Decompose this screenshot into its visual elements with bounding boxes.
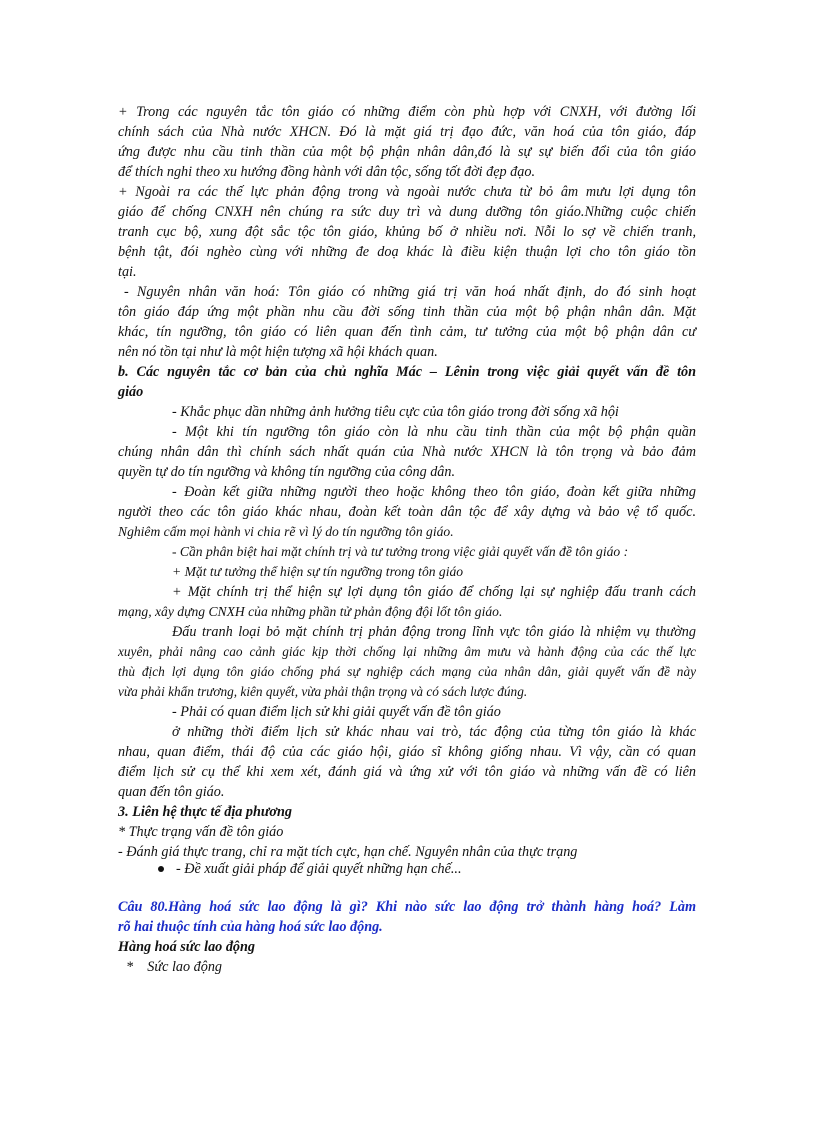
paragraph-line: - Đoàn kết giữa những người theo hoặc không theo tôn giáo, đoàn kết giữa những: [172, 484, 696, 500]
paragraph-line: người theo các tôn giáo khác nhau, đoàn kết toàn dân tộc để xây dựng và bảo vệ tổ quốc.: [118, 504, 696, 520]
paragraph-line: khác, tín ngưỡng, tôn giáo có liên quan đến tình cảm, tư tưởng của một bộ phận dân cư: [118, 324, 696, 340]
question-heading: Câu 80.Hàng hoá sức lao động là gì? Khi nào sức lao động trở thành hàng hoá? Làm: [118, 899, 696, 915]
paragraph-line: mạng, xây dựng CNXH của những phần tử phản động đội lốt tôn giáo.: [118, 604, 503, 619]
paragraph-line: - Một khi tín ngưỡng tôn giáo còn là nhu cầu tinh thần của một bộ phận quần: [172, 424, 696, 440]
paragraph-line: - Cần phân biệt hai mặt chính trị và tư tưởng trong việc giải quyết vấn đề tôn giáo :: [172, 544, 629, 559]
paragraph-line: tranh cục bộ, xung đột sắc tộc tôn giáo, khủng bố ở nhiều nơi. Nỗi lo sợ về chiến tranh,: [118, 224, 696, 240]
paragraph-line: bệnh tật, đói nghèo cùng với những đe doạ khác là điều kiện thuận lợi cho tôn giáo tồn: [118, 244, 696, 260]
paragraph-line: - Khắc phục dần những ảnh hưởng tiêu cực của tôn giáo trong đời sống xã hội: [172, 404, 619, 420]
paragraph-line: tôn giáo đáp ứng một phần nhu cầu đời sống tinh thần của một bộ phận nhân dân. Mặt: [118, 304, 696, 320]
paragraph-line: - Phải có quan điểm lịch sử khi giải quyết vấn đề tôn giáo: [172, 704, 501, 720]
paragraph-line: thù địch lợi dụng tôn giáo chống phá sự nghiệp cách mạng của nhân dân, giải quyết vấn đề này: [118, 664, 696, 679]
paragraph-line: giáo để chống CNXH nên chúng ra sức duy trì và dung dưỡng tôn giáo.Những cuộc chiến: [118, 204, 696, 220]
paragraph-line: tại.: [118, 264, 137, 280]
paragraph-line: ứng được nhu cầu tinh thần của một bộ phận nhân dân,đó là sự sự biến đổi của tôn giáo: [118, 144, 696, 160]
paragraph-line: - Nguyên nhân văn hoá: Tôn giáo có những giá trị văn hoá nhất định, do đó sinh hoạt: [124, 284, 696, 300]
section-heading: b. Các nguyên tắc cơ bản của chủ nghĩa Mác – Lênin trong việc giải quyết vấn đề tôn: [118, 364, 696, 380]
section-heading: giáo: [118, 384, 144, 400]
section-heading: 3. Liên hệ thực tế địa phương: [118, 804, 292, 820]
paragraph-line: chính sách của Nhà nước XHCN. Đó là mặt giá trị đạo đức, văn hoá của tôn giáo, đáp: [118, 124, 696, 140]
paragraph-line: điểm lịch sử cụ thể khi xem xét, đánh giá và ứng xử với tôn giáo và những vấn đề có liên: [118, 764, 696, 780]
paragraph-line: + Trong các nguyên tắc tôn giáo có những điểm còn phù hợp với CNXH, với đường lối: [118, 104, 696, 120]
paragraph-line: chúng nhân dân thì chính sách nhất quán của Nhà nước XHCN là tôn trọng và bảo đảm: [118, 444, 696, 460]
paragraph-line: quyền tự do tín ngưỡng và không tín ngưỡng của công dân.: [118, 464, 456, 480]
paragraph-line: vừa phải khẩn trương, kiên quyết, vừa phải thận trọng và có sách lược đúng.: [118, 684, 528, 699]
paragraph-line: * Sức lao động: [126, 959, 223, 975]
paragraph-line: ở những thời điểm lịch sử khác nhau vai trò, tác động của từng tôn giáo là khác: [172, 724, 696, 740]
paragraph-line: Đấu tranh loại bỏ mặt chính trị phản động trong lĩnh vực tôn giáo là nhiệm vụ thường: [172, 624, 696, 640]
question-heading: rõ hai thuộc tính của hàng hoá sức lao động.: [118, 919, 383, 935]
paragraph-line: - Đánh giá thực trang, chỉ ra mặt tích cực, hạn chế. Nguyên nhân của thực trạng: [118, 844, 578, 860]
paragraph-line: Nghiêm cấm mọi hành vi chia rẽ vì lý do tín ngưỡng tôn giáo.: [118, 524, 454, 539]
section-heading: Hàng hoá sức lao động: [118, 939, 255, 955]
bullet-icon: [158, 866, 164, 872]
paragraph-line: để thích nghi theo xu hướng đồng hành với dân tộc, sống tốt đời đẹp đạo.: [118, 164, 536, 180]
paragraph-line: * Thực trạng vấn đề tôn giáo: [118, 824, 284, 840]
paragraph-line: + Ngoài ra các thế lực phản động trong và ngoài nước chưa từ bỏ âm mưu lợi dụng tôn: [118, 184, 696, 200]
paragraph-line: quan đến tôn giáo.: [118, 784, 225, 800]
paragraph-line: nên nó tồn tại như là một hiện tượng xã hội khách quan.: [118, 344, 438, 360]
paragraph-line: + Mặt tư tưởng thể hiện sự tín ngưỡng trong tôn giáo: [172, 564, 464, 579]
paragraph-line: xuyên, phải nâng cao cảnh giác kịp thời chống lại những âm mưu và hành động của các thế lực: [118, 644, 696, 659]
list-item: - Đề xuất giải pháp để giải quyết những hạn chế...: [176, 861, 462, 877]
paragraph-line: nhau, quan điểm, thái độ của các giáo hội, giáo sĩ không giống nhau. Vì vậy, cần có quan: [118, 744, 696, 760]
paragraph-line: + Mặt chính trị thể hiện sự lợi dụng tôn giáo để chống lại sự nghiệp đấu tranh cách: [172, 584, 696, 600]
